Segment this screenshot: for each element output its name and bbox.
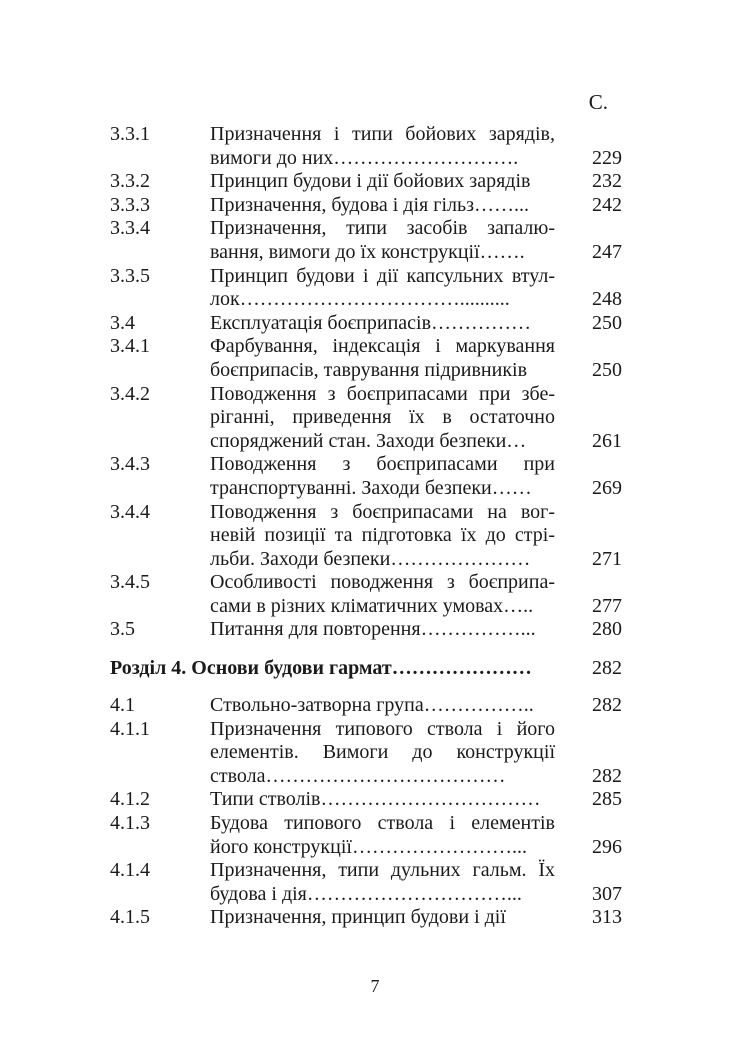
entry-title-line: льби. Заходи безпеки………………… [210, 547, 531, 570]
entry-page-number: 313 [592, 906, 622, 929]
entry-title [210, 694, 555, 718]
entry-title-line: Типи стволів…………………………… [210, 788, 541, 811]
entry-page-number: 248 [592, 288, 622, 311]
entry-page-number: 282 [592, 694, 622, 717]
entry-title-line: вимоги до них………………………. [210, 146, 519, 169]
entry-number: 3.3.4 [110, 217, 150, 240]
entry-page-number: 280 [592, 618, 622, 641]
entry-number: 3.5 [110, 618, 135, 641]
entry-title [210, 312, 555, 336]
entry-title-line: Особливості поводження з боєприпа- [210, 571, 555, 594]
entry-number: 4.1 [110, 694, 135, 717]
entry-title-line: Поводження з боєприпасами при збе- [210, 382, 555, 405]
toc-entry[interactable] [110, 618, 632, 642]
entry-page-number: 250 [592, 311, 622, 334]
entry-title-line: Принцип будови і дії бойових зарядів [210, 170, 531, 193]
entry-number: 3.3.5 [110, 264, 150, 287]
section-page-number: 282 [592, 657, 622, 680]
toc-entries-part2 [110, 694, 632, 930]
entry-number: 3.4.1 [110, 335, 150, 358]
entry-title-line: Експлуатація боєприпасів…………… [210, 311, 532, 334]
toc-entry[interactable] [110, 859, 632, 906]
entry-title-line: боєприпасів, таврування підривників [210, 358, 528, 381]
entry-title [210, 453, 555, 500]
entry-title [210, 812, 555, 859]
entry-page-number: 277 [592, 594, 622, 617]
page-column-label: С. [588, 90, 608, 114]
entry-title [210, 194, 555, 218]
entry-page-number: 261 [592, 429, 622, 452]
entry-number: 4.1.5 [110, 906, 150, 929]
entry-title [210, 571, 555, 618]
entry-number: 3.3.2 [110, 170, 150, 193]
entry-title-line: Призначення, будова і дія гільз……... [210, 193, 530, 216]
entry-title [210, 123, 555, 170]
entry-page-number: 271 [592, 547, 622, 570]
entry-title-line: вання, вимоги до їх конструкції……. [210, 240, 525, 263]
entry-title-line: Призначення, типи засобів запалю- [210, 217, 555, 240]
entry-title-line: невій позиції та підготовка їх до стрі- [210, 524, 555, 547]
toc-entries-part1 [110, 123, 632, 642]
entry-number: 3.4.5 [110, 571, 150, 594]
entry-number: 3.4.4 [110, 500, 150, 523]
entry-title [210, 170, 555, 194]
entry-page-number: 232 [592, 170, 622, 193]
entry-title [210, 265, 555, 312]
toc-entry[interactable] [110, 788, 632, 812]
entry-page-number: 229 [592, 146, 622, 169]
entry-number: 4.1.2 [110, 788, 150, 811]
entry-title [210, 618, 555, 642]
entry-title-line: Питання для повторення……………... [210, 618, 536, 641]
entry-title-line: Принцип будови і дії капсульних втул- [210, 264, 555, 287]
toc-entry[interactable] [110, 383, 632, 454]
entry-title-line: Призначення, типи дульних гальм. Їх [210, 859, 555, 882]
entry-title-line: Поводження з боєприпасами на вог- [210, 500, 555, 523]
entry-page-number: 285 [592, 788, 622, 811]
entry-page-number: 296 [592, 835, 622, 858]
entry-title-line: Призначення типового ствола і його [210, 717, 555, 740]
toc-entry[interactable] [110, 217, 632, 264]
toc-entry[interactable] [110, 312, 632, 336]
section-title: Розділ 4. Основи будови гармат………………… [110, 657, 532, 680]
entry-number: 4.1.3 [110, 812, 150, 835]
toc-entry[interactable] [110, 694, 632, 718]
entry-title-line: його конструкції……………………... [210, 835, 527, 858]
toc-entry[interactable] [110, 194, 632, 218]
entry-title [210, 335, 555, 382]
entry-number: 4.1.1 [110, 717, 150, 740]
toc-entry[interactable] [110, 501, 632, 572]
entry-title-line: елементів. Вимоги до конструкції [210, 741, 555, 764]
toc-entry[interactable] [110, 906, 632, 930]
entry-title-line: транспортуванні. Заходи безпеки…… [210, 476, 532, 499]
entry-page-number: 250 [592, 358, 622, 381]
entry-page-number: 247 [592, 240, 622, 263]
entry-page-number: 269 [592, 476, 622, 499]
entry-number: 3.3.3 [110, 193, 150, 216]
entry-page-number: 307 [592, 882, 622, 905]
entry-title-line: Фарбування, індексація і маркування [210, 335, 555, 358]
toc-entry[interactable] [110, 335, 632, 382]
entry-number: 3.4.2 [110, 382, 150, 405]
entry-number: 3.3.1 [110, 123, 150, 145]
entry-title-line: лок…………………………….......... [210, 288, 510, 311]
entry-number: 3.4 [110, 311, 135, 334]
entry-title-line: будова і дія…………………………... [210, 882, 522, 905]
entry-title [210, 501, 555, 572]
entry-title [210, 383, 555, 454]
toc-entry[interactable] [110, 571, 632, 618]
entry-title [210, 217, 555, 264]
entry-title-line: Призначення і типи бойових зарядів, [210, 123, 555, 145]
toc-entry[interactable] [110, 265, 632, 312]
toc-entry[interactable] [110, 123, 632, 170]
entry-title-line: Призначення, принцип будови і дії [210, 906, 506, 929]
toc-entry[interactable] [110, 453, 632, 500]
entry-page-number: 282 [592, 764, 622, 787]
entry-title-line: ствола……………………………… [210, 764, 506, 787]
toc-entry[interactable] [110, 718, 632, 789]
table-of-contents [110, 123, 632, 930]
entry-title [210, 859, 555, 906]
entry-title [210, 718, 555, 789]
entry-page-number: 242 [592, 193, 622, 216]
entry-title-line: ріганні, приведення їх в остаточно [210, 406, 555, 429]
entry-title-line: Ствольно-затворна група…………….. [210, 694, 534, 717]
entry-title-line: сами в різних кліматичних умовах….. [210, 594, 534, 617]
entry-title [210, 906, 555, 930]
toc-section-heading[interactable] [110, 656, 632, 680]
toc-entry[interactable] [110, 170, 632, 194]
entry-number: 3.4.3 [110, 453, 150, 476]
entry-title-line: Будова типового ствола і елементів [210, 812, 555, 835]
entry-title-line: споряджений стан. Заходи безпеки… [210, 429, 527, 452]
page-number-footer: 7 [370, 976, 380, 996]
entry-title [210, 788, 555, 812]
entry-title-line: Поводження з боєприпасами при [210, 453, 555, 476]
entry-number: 4.1.4 [110, 859, 150, 882]
toc-entry[interactable] [110, 812, 632, 859]
